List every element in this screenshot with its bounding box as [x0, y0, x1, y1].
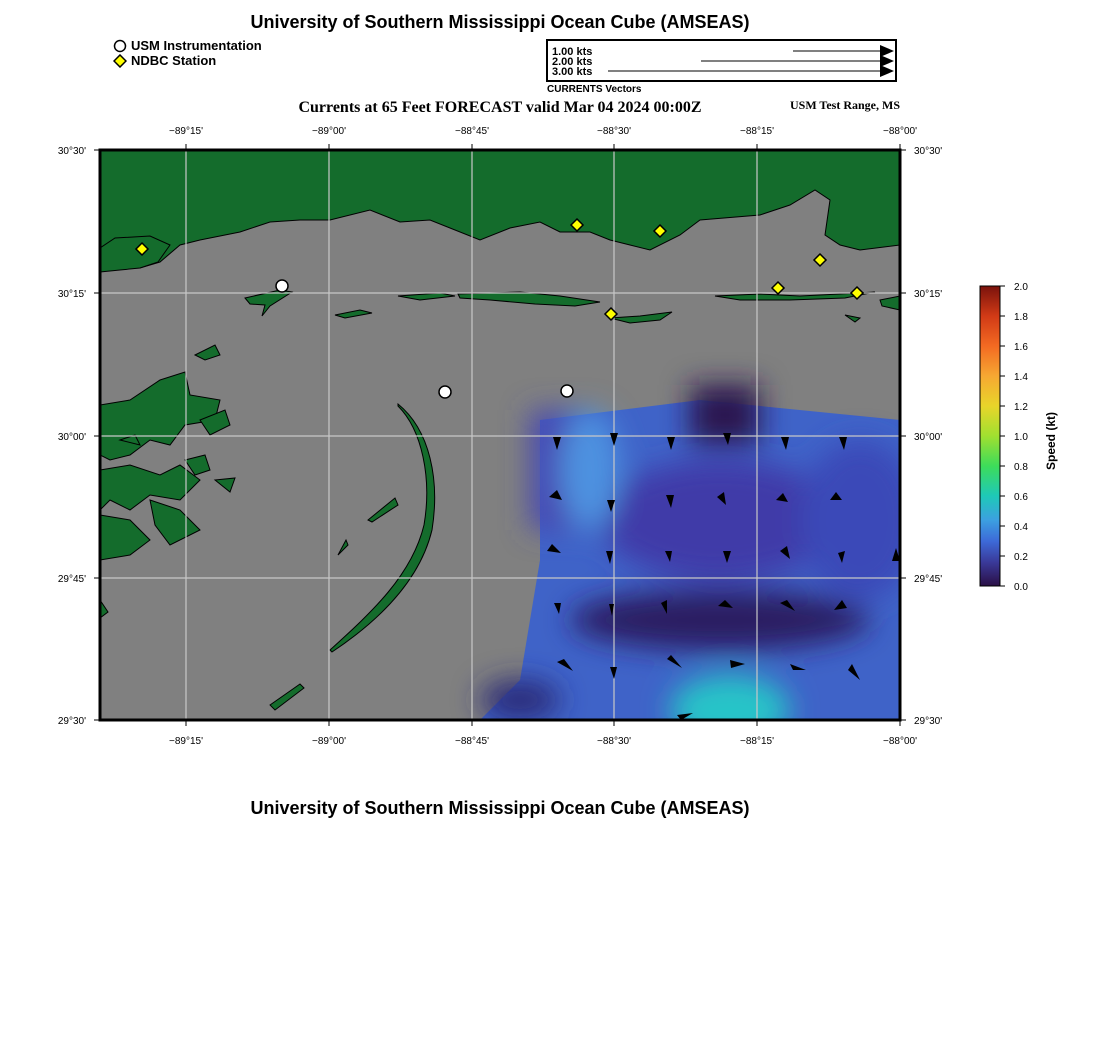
colorbar-tick-label: 1.0: [1014, 432, 1028, 443]
lat-tick-label: 29°30': [914, 716, 943, 727]
legend-usm-label: USM Instrumentation: [131, 38, 262, 53]
lon-tick-label: −88°00': [883, 126, 917, 137]
region-label: USM Test Range, MS: [789, 98, 900, 112]
colorbar-tick-label: 0.0: [1014, 582, 1028, 593]
colorbar-label: Speed (kt): [1044, 411, 1058, 470]
lat-tick-label: 30°00': [57, 432, 86, 443]
map-subtitle: Currents at 65 Feet FORECAST valid Mar 04 2024 00:00Z: [298, 99, 702, 116]
lat-tick-label: 30°15': [914, 289, 943, 300]
speed-field: [480, 385, 920, 745]
lat-tick-label: 29°30': [57, 716, 86, 727]
lon-tick-label: −88°15': [740, 126, 774, 137]
vector-key-label-2: 2.00 kts: [552, 56, 593, 68]
lat-tick-label: 30°30': [57, 146, 86, 157]
colorbar-tick-label: 0.2: [1014, 552, 1028, 563]
colorbar-tick-label: 0.8: [1014, 462, 1028, 473]
legend-ndbc-label: NDBC Station: [131, 53, 217, 68]
lon-tick-label: −88°30': [597, 126, 631, 137]
lat-tick-label: 30°30': [914, 146, 943, 157]
colorbar-tick-label: 1.4: [1014, 372, 1028, 383]
vector-key-label-3: 3.00 kts: [552, 66, 593, 78]
lat-tick-label: 29°45': [57, 574, 86, 585]
lat-tick-label: 30°00': [914, 432, 943, 443]
vector-key-label-1: 1.00 kts: [552, 46, 593, 58]
colorbar-ticks: [1014, 282, 1028, 593]
lon-tick-label: −89°00': [312, 736, 346, 747]
lon-tick-label: −89°00': [312, 126, 346, 137]
lon-tick-label: −89°15': [169, 736, 203, 747]
lon-labels-top: [169, 126, 917, 137]
main-title: University of Southern Mississippi Ocean Cube (AMSEAS): [250, 12, 750, 32]
lon-tick-label: −88°45': [455, 736, 489, 747]
footer-title: University of Southern Mississippi Ocean Cube (AMSEAS): [250, 798, 750, 818]
vector-key-caption: CURRENTS Vectors: [547, 84, 642, 95]
map-area: [100, 150, 920, 745]
colorbar-tick-label: 0.4: [1014, 522, 1028, 533]
lon-tick-label: −88°30': [597, 736, 631, 747]
lon-tick-label: −88°15': [740, 736, 774, 747]
lon-labels-bottom: [169, 736, 917, 747]
lon-tick-label: −89°15': [169, 126, 203, 137]
lat-tick-label: 30°15': [57, 289, 86, 300]
lon-tick-label: −88°45': [455, 126, 489, 137]
lat-tick-label: 29°45': [914, 574, 943, 585]
colorbar: [980, 282, 1058, 593]
lat-labels-right: [914, 146, 942, 727]
colorbar-tick-label: 0.6: [1014, 492, 1028, 503]
colorbar-tick-label: 1.6: [1014, 342, 1028, 353]
colorbar-tick-label: 2.0: [1014, 282, 1028, 293]
colorbar-tick-label: 1.2: [1014, 402, 1028, 413]
lon-tick-label: −88°00': [883, 736, 917, 747]
colorbar-tick-label: 1.8: [1014, 312, 1028, 323]
colorbar-gradient: [980, 286, 1000, 586]
lat-labels-left: [58, 146, 86, 727]
